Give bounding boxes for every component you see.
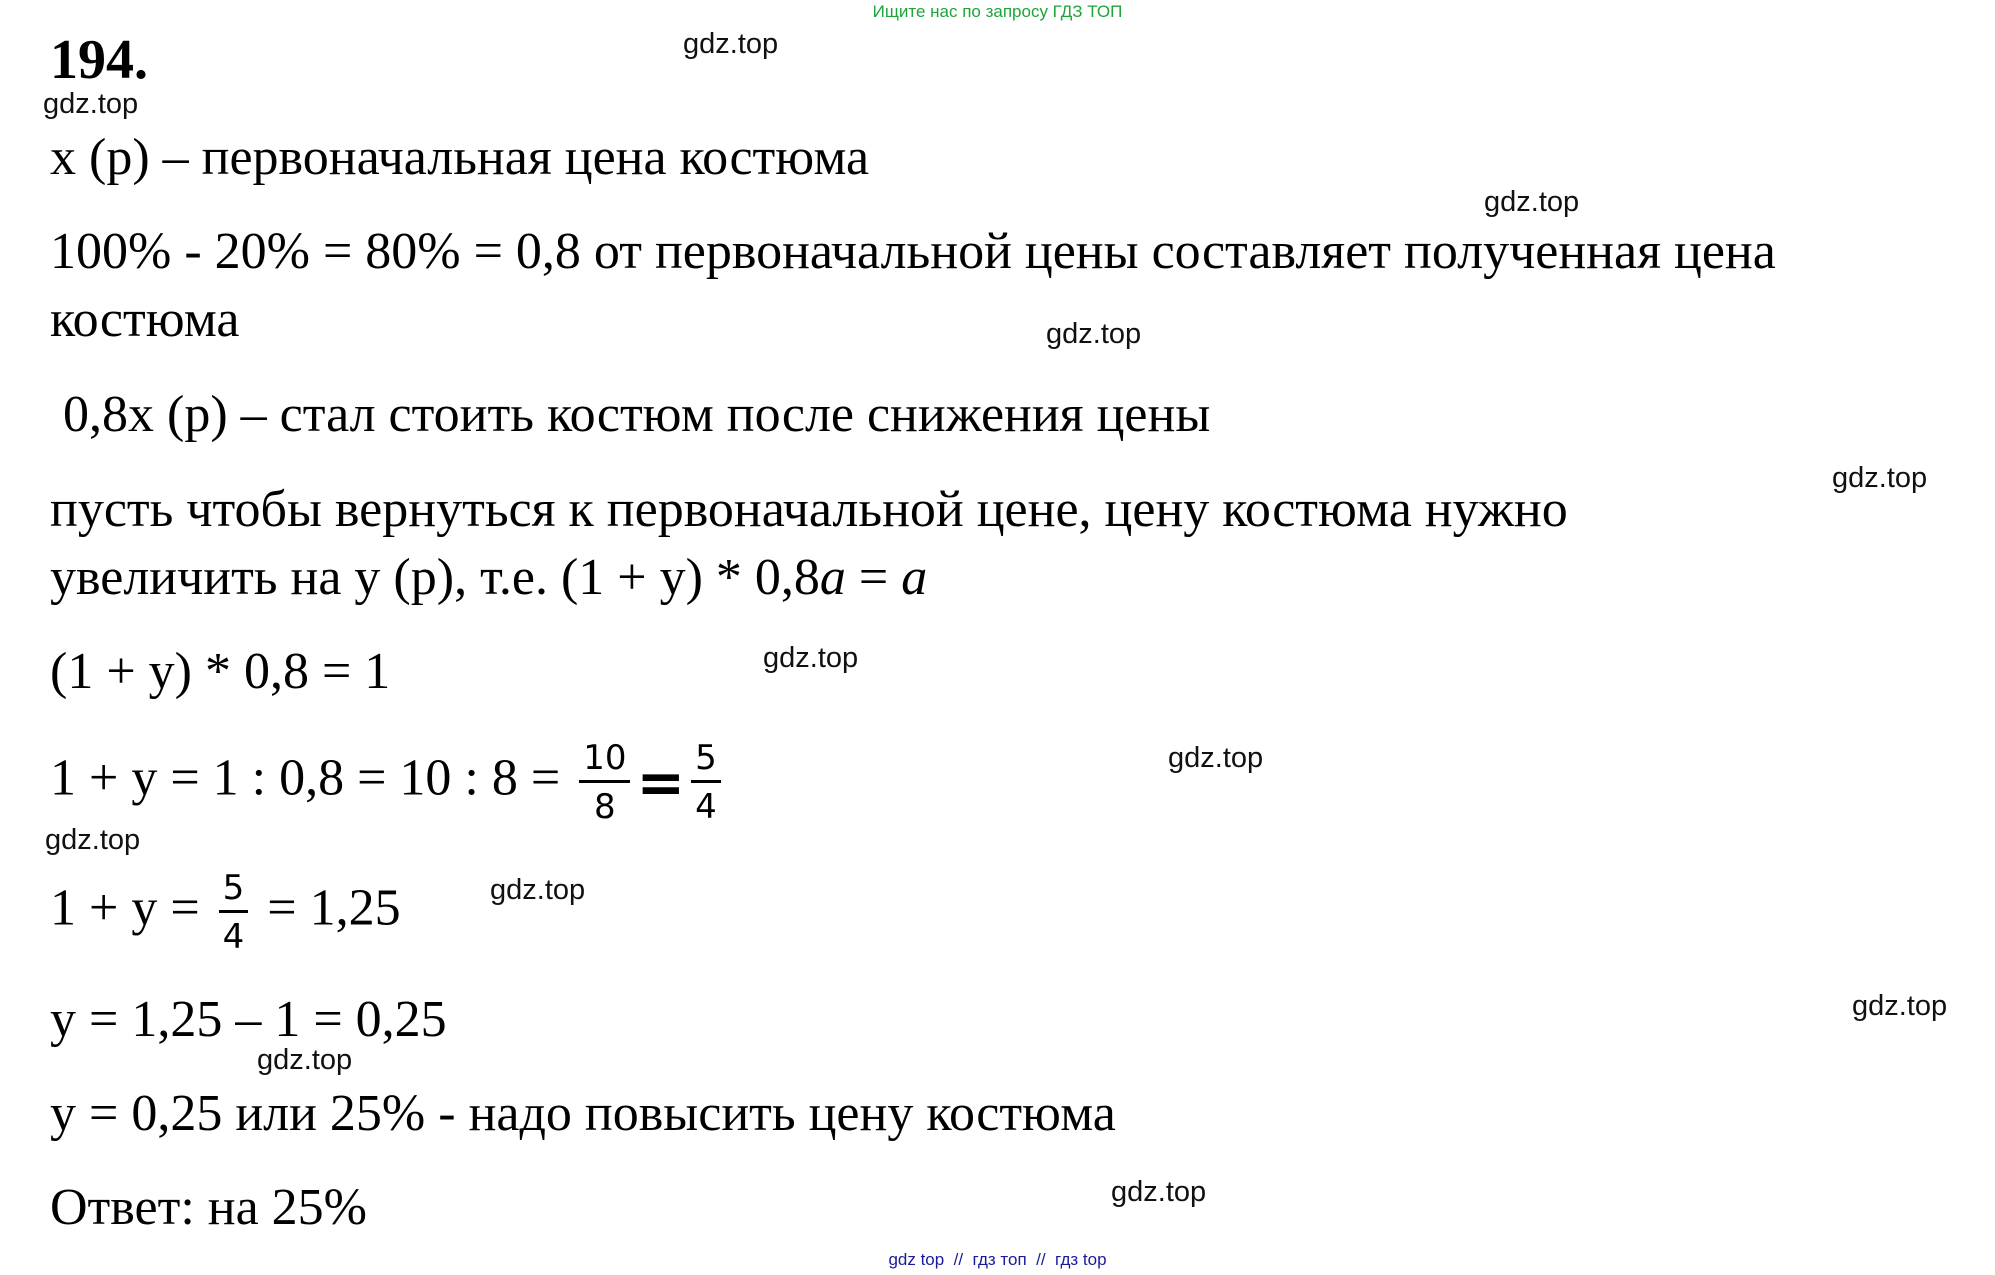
watermark: gdz.top [1111, 1176, 1207, 1208]
text-line-8: y = 1,25 – 1 = 0,25 [50, 991, 447, 1048]
text-line-4b-prefix: увеличить на y (р), т.е. (1 + y) * 0,8 [50, 549, 820, 606]
text-line-6-prefix: 1 + y = 1 : 0,8 = 10 : 8 = [50, 749, 574, 807]
watermark: gdz.top [1852, 990, 1948, 1022]
answer-line: Ответ: на 25% [50, 1179, 368, 1236]
text-line-5: (1 + y) * 0,8 = 1 [50, 643, 391, 700]
fraction-numerator: 5 [219, 868, 249, 913]
watermark: gdz.top [763, 642, 859, 674]
fraction-10-8 [579, 738, 630, 827]
watermark: gdz.top [43, 88, 139, 120]
text-line-4b [50, 548, 927, 608]
text-line-7 [50, 868, 401, 957]
watermark: gdz.top [45, 824, 141, 856]
equals-sign: = [845, 549, 902, 606]
problem-number: 194. [50, 29, 148, 91]
equals-sign: = [636, 748, 686, 817]
fraction-denominator: 4 [695, 787, 717, 827]
fraction-5-4 [219, 868, 249, 957]
footer-links[interactable]: gdz top // гдз топ // гдз top [888, 1250, 1107, 1269]
text-line-9: y = 0,25 или 25% - надо повысить цену костюма [50, 1085, 1116, 1142]
variable-a: a [819, 549, 846, 606]
fraction-5-4 [691, 738, 721, 827]
watermark: gdz.top [683, 28, 779, 60]
fraction-denominator: 8 [594, 787, 616, 827]
text-line-4a: пусть чтобы вернуться к первоначальной цене, цену костюма нужно [50, 481, 1568, 538]
variable-a: a [901, 549, 928, 606]
text-line-3: 0,8x (р) – стал стоить костюм после снижения цены [50, 386, 1211, 443]
watermark: gdz.top [257, 1044, 353, 1076]
text-line-6 [50, 738, 727, 827]
watermark: gdz.top [1484, 186, 1580, 218]
fraction-numerator: 5 [691, 738, 721, 783]
watermark: gdz.top [1168, 742, 1264, 774]
watermark: gdz.top [490, 874, 586, 906]
top-banner[interactable]: Ищите нас по запросу ГДЗ ТОП [872, 2, 1123, 21]
text-line-2b: костюма [50, 291, 240, 348]
text-line-2a: 100% - 20% = 80% = 0,8 от первоначальной цены составляет полученная цена [50, 223, 1776, 280]
watermark: gdz.top [1832, 462, 1928, 494]
text-line-7-prefix: 1 + y = [50, 879, 213, 937]
text-line-1: x (р) – первоначальная цена костюма [50, 129, 870, 186]
watermark: gdz.top [1046, 318, 1142, 350]
fraction-numerator: 10 [579, 738, 630, 783]
fraction-denominator: 4 [222, 917, 245, 957]
text-line-7-suffix: = 1,25 [254, 879, 401, 937]
